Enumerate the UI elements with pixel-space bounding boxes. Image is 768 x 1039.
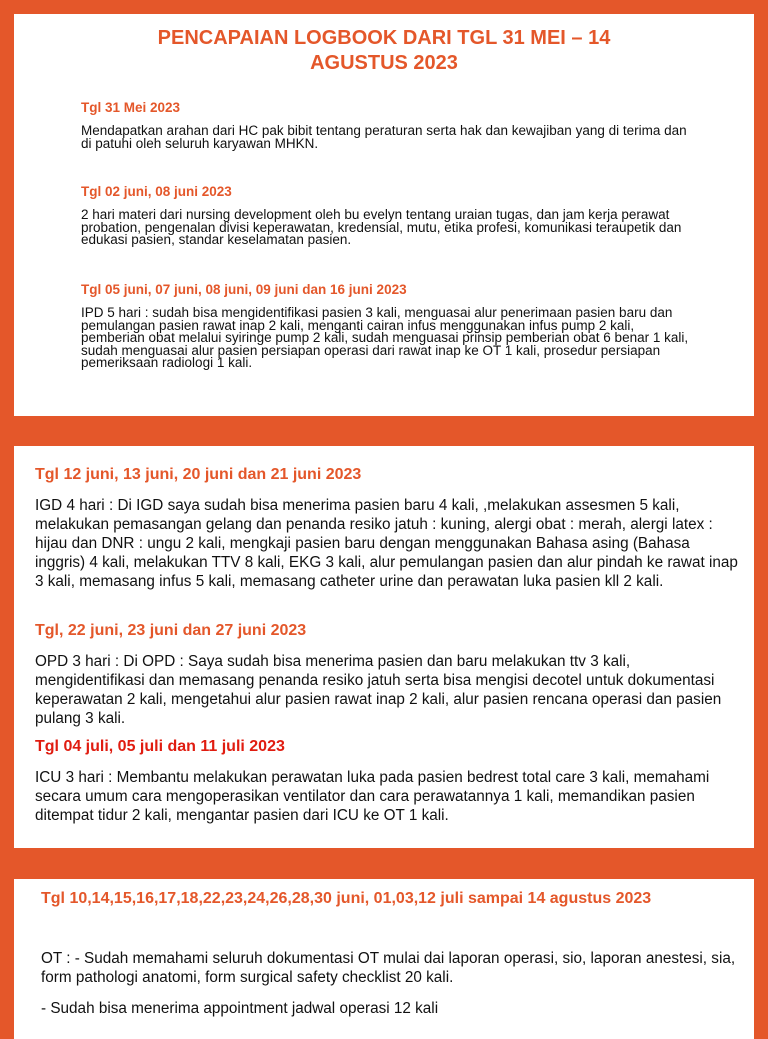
logbook-card-1 bbox=[14, 14, 754, 416]
page-title: PENCAPAIAN LOGBOOK DARI TGL 31 MEI – 14 AGUSTUS 2023 bbox=[157, 27, 611, 74]
entry-text: OT : - Sudah memahami seluruh dokumentasi OT mulai dai laporan operasi, sio, laporan anestesi, sia, form pathologi anatomi, form surgical safety checklist 20 kali. bbox=[41, 950, 736, 986]
entry-text: IGD 4 hari : Di IGD saya sudah bisa menerima pasien baru 4 kali, ,melakukan assesmen 5 kali, melakukan pemasangan gelang dan penanda resiko jatuh : kuning, alergi obat : merah, alergi latex : hijau dan DNR : ungu 2 kali, mengkaji pasien baru dengan menggunakan Bahasa asing (Bahasa inggris) 4 kali, melakukan TTV 8 kali, EKG 3 kali, alur pemulangan pasien dan alur pindah ke rawat inap 3 kali, memasang infus 5 kali, memasang catheter urine dan perawatan luka pasien kll 2 kali. bbox=[35, 497, 738, 590]
entry-text: IPD 5 hari : sudah bisa mengidentifikasi pasien 3 kali, menguasai alur penerimaan pasien baru dan pemulangan pasien rawat inap 2 kali, menganti cairan infus menggunakan infus pump 2 kali, pemberian obat melalui syiringe pump 2 kali, sudah menguasai prinsip pemberian obat 6 benar 1 kali, sudah menguasai alur pasien persiapan operasi dari rawat inap ke OT 1 kali, prosedur persiapan pemeriksaan radiologi 1 kali. bbox=[81, 305, 689, 370]
entry-date: Tgl 05 juni, 07 juni, 08 juni, 09 juni dan 16 juni 2023 bbox=[81, 282, 407, 297]
entry-date: Tgl 10,14,15,16,17,18,22,23,24,26,28,30 juni, 01,03,12 juli sampai 14 agustus 2023 bbox=[41, 890, 652, 907]
entry-date: Tgl 31 Mei 2023 bbox=[81, 100, 181, 115]
entry-text: ICU 3 hari : Membantu melakukan perawatan luka pada pasien bedrest total care 3 kali, memahami secara umum cara mengoperasikan ventilator dan cara perawatannya 1 kali, memandikan pasien ditempat tidur 2 kali, mengantar pasien dari ICU ke OT 1 kali. bbox=[35, 769, 710, 824]
logbook-card-2 bbox=[14, 446, 754, 848]
entry-date: Tgl, 22 juni, 23 juni dan 27 juni 2023 bbox=[35, 622, 307, 639]
logbook-card-3 bbox=[14, 879, 754, 1039]
entry-text: 2 hari materi dari nursing development oleh bu evelyn tentang uraian tugas, dan jam kerja perawat probation, pengenalan divisi keperawatan, kredensial, mutu, etika profesi, komunikasi teraupetik dan edukasi pasien, standar keselamatan pasien. bbox=[81, 207, 682, 247]
entry-date: Tgl 12 juni, 13 juni, 20 juni dan 21 juni 2023 bbox=[35, 466, 362, 483]
entry-text: - Sudah bisa menerima appointment jadwal operasi 12 kali bbox=[41, 1000, 439, 1017]
entry-date: Tgl 04 juli, 05 juli dan 11 juli 2023 bbox=[35, 738, 285, 755]
entry-text: OPD 3 hari : Di OPD : Saya sudah bisa menerima pasien dan baru melakukan ttv 3 kali, mengidentifikasi dan memasang penanda resiko jatuh serta bisa mengisi decotel untuk dokumentasi keperawatan 2 kali, mengetahui alur pasien rawat inap 2 kali, alur pasien rencana operasi dan pasien pulang 3 kali. bbox=[35, 653, 722, 727]
entry-text: Mendapatkan arahan dari HC pak bibit tentang peraturan serta hak dan kewajiban yang di terima dan di patuhi oleh seluruh karyawan MHKN. bbox=[81, 123, 687, 151]
entry-date: Tgl 02 juni, 08 juni 2023 bbox=[81, 184, 232, 199]
